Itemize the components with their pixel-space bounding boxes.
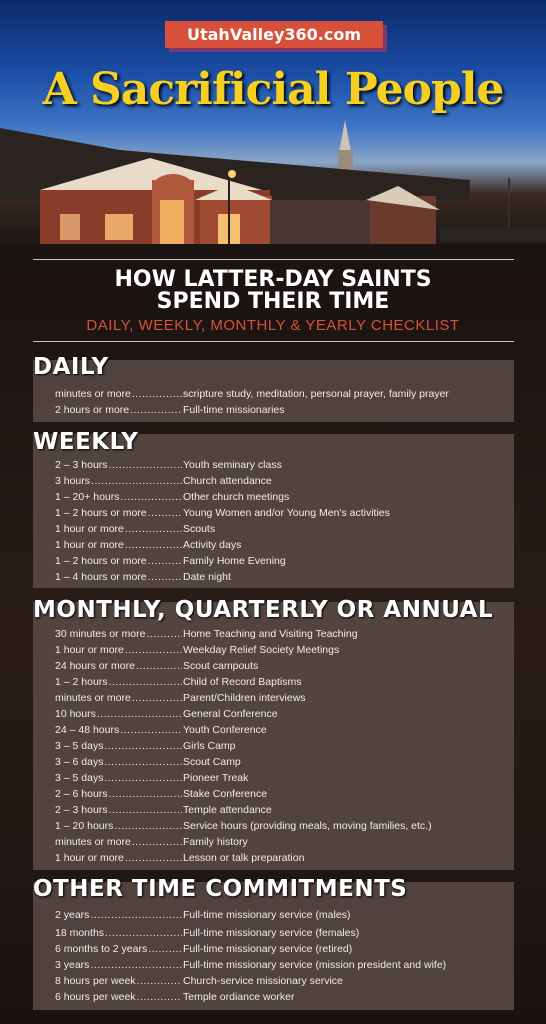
list-item xyxy=(55,740,510,756)
list-item xyxy=(55,555,510,571)
time-label: 30 minutes or more ..... xyxy=(55,628,182,640)
activity-label: Scout Camp xyxy=(183,756,241,768)
activity-label: Lesson or talk preparation xyxy=(183,852,305,864)
activity-label: Temple attendance xyxy=(183,804,272,816)
activity-label: Scout campouts xyxy=(183,660,259,672)
activity-label: Weekday Relief Society Meetings xyxy=(183,644,340,656)
activity-label: Other church meetings xyxy=(183,491,290,503)
activity-label: Full-time missionary service (females) xyxy=(183,927,360,939)
time-label: 1 hour or more ..... xyxy=(55,523,182,535)
activity-label: Activity days xyxy=(183,539,242,551)
list-item xyxy=(55,836,510,852)
time-label: 8 hours per week ..... xyxy=(55,975,182,987)
list-item xyxy=(55,523,510,539)
time-label: 2 hours or more ..... xyxy=(55,404,182,416)
list-item xyxy=(55,692,510,708)
time-label: 6 hours per week ..... xyxy=(55,991,182,1003)
time-label: 3 years ..... xyxy=(55,959,182,971)
activity-label: General Conference xyxy=(183,708,278,720)
list-item xyxy=(55,571,510,587)
time-label: 1 – 20 hours ..... xyxy=(55,820,182,832)
list-item xyxy=(55,628,510,644)
list-item xyxy=(55,788,510,804)
activity-label: scripture study, meditation, personal prayer, family prayer xyxy=(183,388,449,400)
time-label: 3 hours ..... xyxy=(55,475,182,487)
activity-label: Church attendance xyxy=(183,475,272,487)
activity-label: Girls Camp xyxy=(183,740,236,752)
activity-label: Family history xyxy=(183,836,248,848)
list-item xyxy=(55,388,510,404)
time-label: 1 hour or more ..... xyxy=(55,539,182,551)
activity-label: Full-time missionaries xyxy=(183,404,285,416)
list-item xyxy=(55,491,510,507)
subtitle-line1: HOW LATTER-DAY SAINTS xyxy=(114,267,432,292)
activity-label: Scouts xyxy=(183,523,216,535)
time-label: minutes or more ..... xyxy=(55,388,182,400)
activity-label: Date night xyxy=(183,571,231,583)
time-label: 18 months ..... xyxy=(55,927,182,939)
activity-label: Family Home Evening xyxy=(183,555,286,567)
list-item xyxy=(55,756,510,772)
activity-label: Young Women and/or Young Men's activities xyxy=(183,507,390,519)
section-title-other: OTHER TIME COMMITMENTS xyxy=(33,876,408,902)
list-item xyxy=(55,820,510,836)
list-item xyxy=(55,459,510,475)
list-item xyxy=(55,724,510,740)
list-item xyxy=(55,676,510,692)
list-item xyxy=(55,772,510,788)
section-title-daily: DAILY xyxy=(33,354,109,380)
time-label: 24 hours or more ..... xyxy=(55,660,182,672)
time-label: 24 – 48 hours ..... xyxy=(55,724,182,736)
time-label: 1 – 2 hours or more ..... xyxy=(55,507,182,519)
hero-photo xyxy=(0,0,546,262)
list-item xyxy=(55,943,510,959)
time-label: 3 – 6 days ..... xyxy=(55,756,182,768)
list-item xyxy=(55,804,510,820)
time-label: 1 – 20+ hours ..... xyxy=(55,491,182,503)
divider-top xyxy=(33,259,514,260)
time-label: 1 – 2 hours ..... xyxy=(55,676,182,688)
list-item xyxy=(55,475,510,491)
subtitle-line2: SPEND THEIR TIME xyxy=(156,289,390,314)
activity-label: Youth Conference xyxy=(183,724,267,736)
activity-label: Home Teaching and Visiting Teaching xyxy=(183,628,358,640)
list-item xyxy=(55,507,510,523)
time-label: 2 – 6 hours ..... xyxy=(55,788,182,800)
activity-label: Church-service missionary service xyxy=(183,975,343,987)
list-item xyxy=(55,975,510,991)
activity-label: Child of Record Baptisms xyxy=(183,676,302,688)
time-label: 6 months to 2 years ..... xyxy=(55,943,182,955)
activity-label: Parent/Children interviews xyxy=(183,692,306,704)
time-label: 10 hours ..... xyxy=(55,708,182,720)
activity-label: Full-time missionary service (males) xyxy=(183,909,351,921)
list-item xyxy=(55,959,510,975)
time-label: 1 hour or more ..... xyxy=(55,852,182,864)
activity-label: Temple ordiance worker xyxy=(183,991,295,1003)
list-item xyxy=(55,991,510,1007)
section-title-weekly: WEEKLY xyxy=(33,429,139,455)
list-item xyxy=(55,644,510,660)
site-banner[interactable]: UtahValley360.com xyxy=(165,21,383,48)
activity-label: Pioneer Treak xyxy=(183,772,249,784)
list-item xyxy=(55,927,510,943)
time-label: minutes or more ..... xyxy=(55,692,182,704)
time-label: 3 – 5 days ..... xyxy=(55,772,182,784)
time-label: 2 – 3 hours ..... xyxy=(55,804,182,816)
activity-label: Service hours (providing meals, moving families, etc.) xyxy=(183,820,432,832)
list-item xyxy=(55,708,510,724)
activity-label: Full-time missionary service (retired) xyxy=(183,943,353,955)
activity-label: Stake Conference xyxy=(183,788,268,800)
time-label: 1 – 2 hours or more ..... xyxy=(55,555,182,567)
time-label: 3 – 5 days ..... xyxy=(55,740,182,752)
section-title-monthly: MONTHLY, QUARTERLY OR ANNUAL xyxy=(33,597,494,623)
divider-bottom xyxy=(33,341,514,342)
list-item xyxy=(55,909,510,925)
list-item xyxy=(55,539,510,555)
time-label: minutes or more ..... xyxy=(55,836,182,848)
activity-label: Full-time missionary service (mission president and wife) xyxy=(183,959,447,971)
time-label: 2 – 3 hours ..... xyxy=(55,459,182,471)
list-item xyxy=(55,404,510,420)
list-item xyxy=(55,852,510,868)
tagline: DAILY, WEEKLY, MONTHLY & YEARLY CHECKLIST xyxy=(86,317,460,334)
time-label: 1 – 4 hours or more ..... xyxy=(55,571,182,583)
time-label: 1 hour or more ..... xyxy=(55,644,182,656)
page-title: A Sacrificial People xyxy=(42,64,504,115)
activity-label: Youth seminary class xyxy=(183,459,282,471)
list-item xyxy=(55,660,510,676)
time-label: 2 years ..... xyxy=(55,909,182,921)
